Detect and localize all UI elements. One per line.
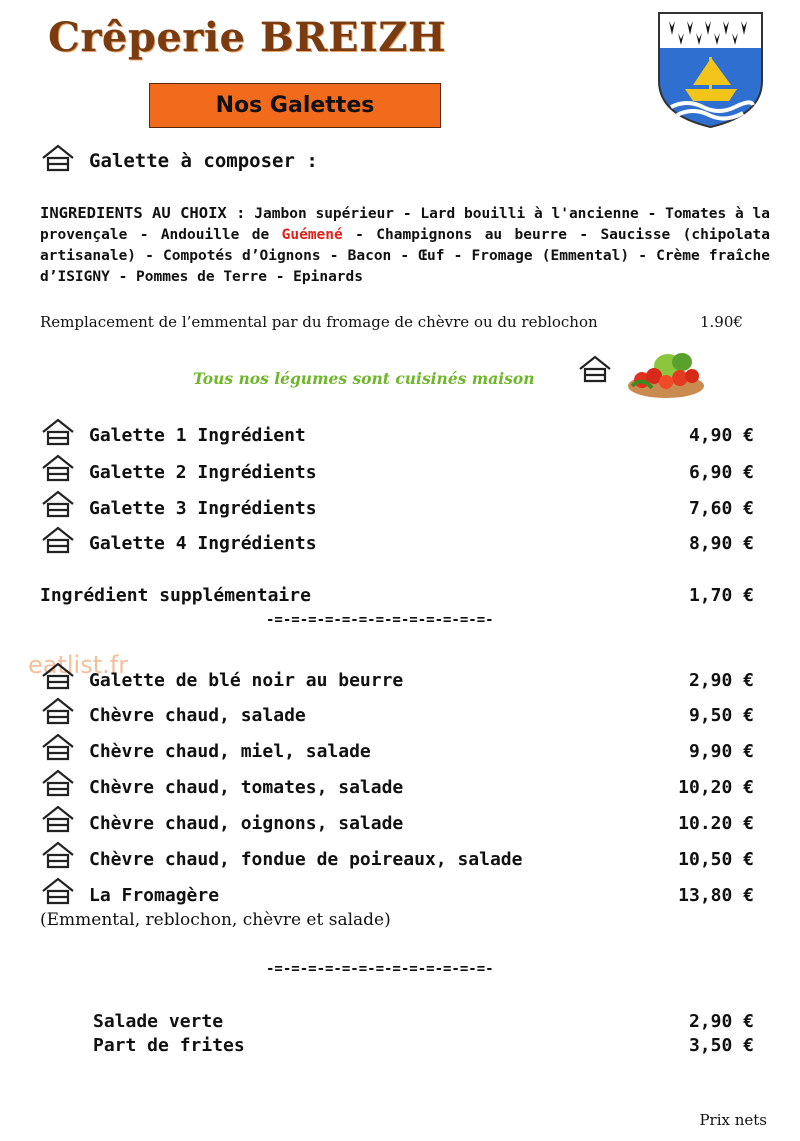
side-item-price: 3,50 € <box>688 1035 754 1056</box>
menu-item-label: Galette 1 Ingrédient <box>89 425 306 446</box>
house-icon <box>40 143 76 173</box>
house-icon <box>40 489 76 519</box>
vegetables-note: Tous nos légumes sont cuisinés maison <box>193 369 535 388</box>
house-icon <box>40 453 76 483</box>
extra-ingredient-price: 1,70 € <box>688 585 754 606</box>
menu-item-price: 8,90 € <box>688 533 754 554</box>
menu-item-price: 7,60 € <box>688 498 754 519</box>
footer-note: Prix nets <box>699 1111 767 1129</box>
menu-item-label: La Fromagère <box>89 885 220 906</box>
menu-item-price: 4,90 € <box>688 425 754 446</box>
section-title: Nos Galettes <box>149 83 441 128</box>
menu-item-label: Chèvre chaud, fondue de poireaux, salade <box>89 849 523 870</box>
menu-item-price: 9,90 € <box>688 741 754 762</box>
extra-ingredient-label: Ingrédient supplémentaire <box>40 585 311 606</box>
menu-item-label: Chèvre chaud, tomates, salade <box>89 777 404 798</box>
menu-item-price: 6,90 € <box>688 462 754 483</box>
side-item-price: 2,90 € <box>688 1011 754 1032</box>
menu-item-label: Galette 4 Ingrédients <box>89 533 317 554</box>
ingredients-text-1: Jambon supérieur - Lard bouilli à l'ancienne - Tomates à la provençale - Andouille de <box>40 206 770 243</box>
house-icon <box>40 417 76 447</box>
house-icon <box>40 696 76 726</box>
house-icon <box>40 525 76 555</box>
compose-label: Galette à composer : <box>89 150 318 172</box>
menu-item-price: 10,20 € <box>678 777 754 798</box>
restaurant-title: Crêperie BREIZH <box>48 14 447 61</box>
house-icon <box>40 876 76 906</box>
menu-item-label: Chèvre chaud, oignons, salade <box>89 813 404 834</box>
divider: -=-=-=-=-=-=-=-=-=-=-=-=-=- <box>266 612 494 628</box>
ingredients-text-2: - Champignons au beurre - Saucisse (chipolata artisanale) - Compotés d’Oignons - Bacon - Œuf - Fromage (Emmental) - Crème fraîche d’ISIGNY - Pommes de Terre - Epinards <box>40 227 770 285</box>
ingredients-highlight: Guémené <box>281 227 343 243</box>
ingredients-heading: INGREDIENTS AU CHOIX : <box>40 204 246 222</box>
house-icon <box>40 840 76 870</box>
menu-item-label: Chèvre chaud, miel, salade <box>89 741 371 762</box>
side-item-label: Part de frites <box>93 1035 245 1056</box>
house-icon <box>40 661 76 691</box>
divider: -=-=-=-=-=-=-=-=-=-=-=-=-=- <box>266 961 494 977</box>
side-item-label: Salade verte <box>93 1011 224 1032</box>
replacement-price: 1.90€ <box>700 313 743 331</box>
ingredients-list <box>40 203 770 288</box>
replacement-text: Remplacement de l’emmental par du fromage de chèvre ou du reblochon <box>40 313 598 331</box>
menu-item-price: 10,50 € <box>678 849 754 870</box>
menu-item-price: 10.20 € <box>678 813 754 834</box>
menu-item-label: Chèvre chaud, salade <box>89 705 306 726</box>
menu-item-label: Galette 3 Ingrédients <box>89 498 317 519</box>
house-icon <box>40 732 76 762</box>
menu-item-price: 13,80 € <box>678 885 754 906</box>
breton-crest-logo <box>657 11 764 129</box>
watermark: eatlist.fr <box>28 651 129 679</box>
menu-item-price: 9,50 € <box>688 705 754 726</box>
menu-item-label: Galette 2 Ingrédients <box>89 462 317 483</box>
house-icon <box>40 768 76 798</box>
house-icon <box>577 354 613 384</box>
menu-item-price: 2,90 € <box>688 670 754 691</box>
house-icon <box>40 804 76 834</box>
menu-item-label: Galette de blé noir au beurre <box>89 670 404 691</box>
vegetables-image <box>622 346 704 402</box>
fromagere-description: (Emmental, reblochon, chèvre et salade) <box>40 910 391 930</box>
